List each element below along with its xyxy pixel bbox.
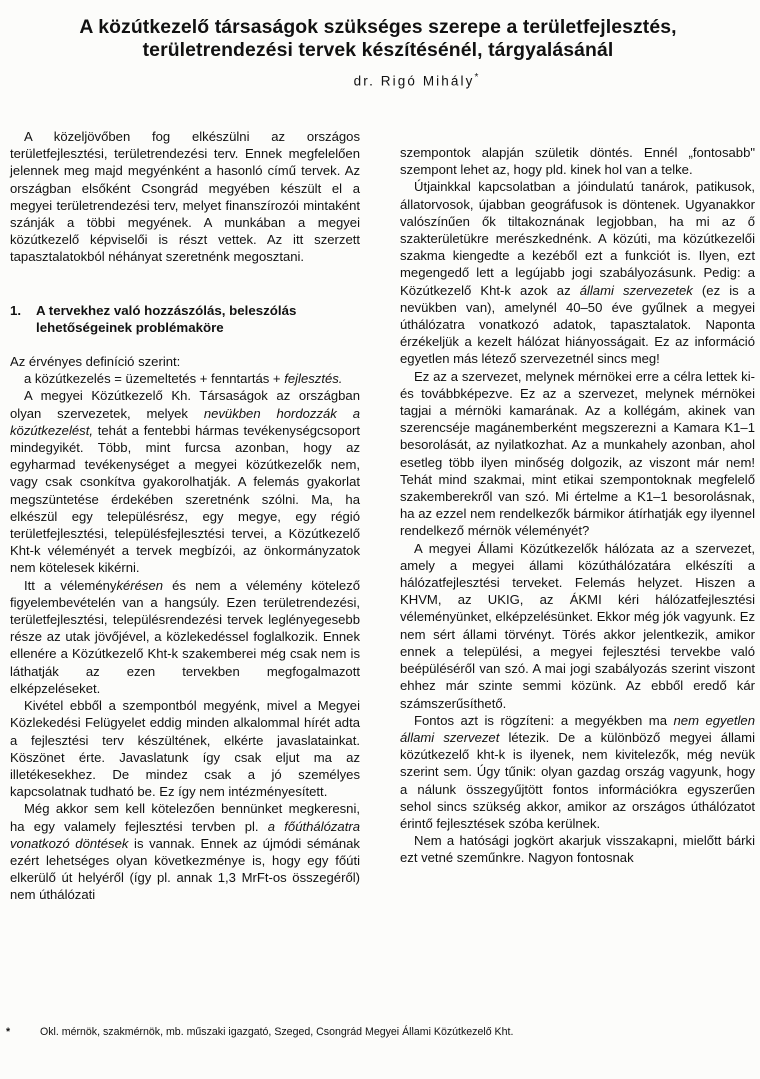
paragraph-text: Fontos azt is rögzíteni: a megyékben ma — [414, 712, 674, 728]
paragraph: Az érvényes definíció szerint: — [10, 354, 181, 370]
paragraph-emphasis: nem egyetlen állami szervezet — [400, 712, 755, 745]
paragraph: szempontok alapján születik döntés. Ennél „fontosabb" szempont lehet az, hogy pld. kinek hol van a telke. — [400, 145, 755, 178]
paragraph-text: tehát a fentebbi hármas tevékenységcsoport mindegyikét. Több, mint furcsa azonban, hogy az egyharmad tevékenységet a megyei közútkezelők nem, vagy csak csonkítva gyakorolhatják. A felemás gyakorlat megszüntetése érdekében szeretnénk szólni. Ma, ha elkészül egy településrész, egy megye, egy régió területfejlesztési, településfejlesztési tervei, a Közútkezelő Kht-k véleményét a tervek megbízói, az önkormányzatok nem kötelesek kikérni. — [10, 422, 360, 576]
paragraph: Nem a hatósági jogkört akarjuk visszakapni, mielőtt bárki ezt vetné szeműnkre. Nagyon fontosnak — [400, 833, 755, 866]
paragraph-emphasis: a főúthálózatra vonatkozó döntések — [10, 818, 360, 851]
footnote-text: Okl. mérnök, szakmérnök, mb. műszaki igazgató, Szeged, Csongrád Megyei Állami Közútkezelő Kht. — [40, 1026, 514, 1038]
definition-emphasis: fejlesztés. — [284, 371, 343, 387]
definition-text: a közútkezelés = üzemeltetés + fenntartás + — [24, 371, 285, 387]
left-column — [10, 128, 360, 904]
paragraph — [400, 712, 755, 832]
footnote — [6, 1025, 746, 1039]
intro-paragraph: A közeljövőben fog elkészülni az országos területfejlesztési, területrendezési terv. Ennek megfelelően jelennek meg majd megyénként a hasonló című tervek. Az országban elsőként Csongrád megyében készült el a megyei területrendezési terv, melyet finanszírozói mintaként szánják a többi megyének. A munkában a megyei közútkezelő képviselői is részt vettek. Az itt szerzett tapasztalatokból néhányat szeretnénk megosztani. — [10, 129, 360, 265]
paragraph: A megyei Állami Közútkezelők hálózata az a szervezet, amely a megyei állami közúthálózatára elkészíti a hálózatfejlesztési terveket. Felemás helyzet. Hiszen a KHVM, az UKIG, az ÁKMI kéri hálózatfejlesztési véleményünket, elképzelésünket. Ekkor még jók vagyunk. Ez nem sért állami törvényt. Törés akkor jelentkezik, amikor ennek a települési, a megyei fejlesztési tervekbe való beépüléséről van szó. A mai jogi szabályozás szerint viszont ehhez már szinte semmi közünk. Az ebből eredő kár számszerűsíthető. — [400, 540, 755, 711]
paragraph — [10, 800, 360, 903]
paragraph: Kivétel ebből a szempontból megyénk, mivel a Megyei Közlekedési Felügyelet eddig minden alkalommal hírét adta a fejlesztési terv készültének, elkérte javaslatainkat. Köszönet érte. Javaslatunk így csak eljut ma az illetékesekhez. De mindez csak a jó személyes kapcsolatnak tudható be. Ez így nem intézményesített. — [10, 698, 360, 800]
paragraph-text: A megyei Közútkezelő Kh. Társaságok az országban olyan szervezetek, melyek — [10, 388, 360, 421]
title-line-1: A közútkezelő társaságok szükséges szerepe a területfejlesztés, — [79, 16, 677, 38]
paragraph-text: és nem a vélemény kötelező figyelembevételén van a hangsúly. Ezen területrendezési, területfejlesztési, településrendezési tervek leglényegesebb része az utak jövőjével, a közlekedéssel foglalkozik. Ennek ellenére a Közútkezelő Kht-k szakemberei még csak nem is láthatják az ezen tervekben megfogalmazott elképzeléseket. — [10, 577, 360, 696]
paragraph — [10, 577, 360, 697]
paragraph — [10, 387, 360, 576]
title-line-2: területrendezési tervek készítésénél, tárgyalásánál — [142, 39, 614, 61]
paragraph-text: is vannak. Ennek az újmódi sémának ezért lehetséges olyan következménye is, hogy egy főúti elkerülő út helyéről (így pl. annak 1,3 MrFt-os összegéről) nem úthálózati — [10, 835, 360, 903]
section-number: 1. — [10, 302, 22, 318]
author-footnote-mark: * — [474, 72, 479, 83]
author-line — [86, 72, 746, 89]
paragraph-emphasis: kérésen — [116, 577, 164, 593]
author-name: dr. Rigó Mihály — [353, 73, 475, 89]
section-heading — [10, 302, 360, 336]
paragraph-text: Útjainkkal kapcsolatban a jóindulatú tanárok, patikusok, állatorvosok, újabban geográfusok is döntenek. Ugyanakkor valószínűen ők tiltakoznának legjobban, ha mi az ő szakterületükre merészkednénk. A közúti, ma közútkezelői szakma kiengedte a kezéből ezt a funkciót is. Ilyen, ezt megengedő lett a legújabb jogi szabályozásunk. Pedig: a Közútkezelő Kht-k azok az — [400, 179, 755, 298]
paragraph-text: létezik. De a különböző megyei állami közútkezelő kht-k is ilyenek, nem kivitelezők, még nevük szerint sem. Úgy tűnik: olyan gazdag ország vagyunk, hogy a nálunk összegyűjtött fontos információkra egyszerűen sehol sincs szükség akkor, amikor az országos úthálózatot érintő fejlesztések szóba kerülnek. — [400, 729, 755, 831]
paragraph-text: Itt a vélemény — [24, 577, 117, 593]
paragraph — [400, 178, 755, 367]
paragraph-text: (ez is a nevükben van), amelynél 40–50 éve gyűlnek a megyei úthálózatra vonatkozó adatok, tapasztalatok. Naponta érzékeljük a kezelt hálózat hiányosságait. Ez az információ egyetlen más létező szervezetnél sincs meg! — [400, 282, 756, 367]
paragraph-emphasis: állami szervezetek — [579, 282, 693, 298]
article-title — [10, 16, 746, 62]
paragraph: Ez az a szervezet, melynek mérnökei erre a célra lettek ki- és továbbképezve. Ez az a szervezet, melynek mérnökei tagjai a mérnöki kamarának. Az a kollégám, akinek van szerencséje magánemberként megszerezni a Kamara K1–1 besorolását, az nyilatkozhat. Az a munkahely azonban, ahol esetleg több ilyen minőség dolgozik, az viszont már nem! Tehát mind szakmai, mint etikai szempontoknak megfelelő szakemberekről van szó. Mi értelme a K1–1 besorolásnak, ha az ezzel nem rendelkezők bármikor átírhatják egy ilyennel rendelkező mérnök véleményét? — [400, 368, 755, 539]
body-columns — [0, 128, 760, 1019]
right-column — [400, 144, 755, 867]
paragraph-text: Még akkor sem kell kötelezően bennünket megkeresni, ha egy valamely fejlesztési tervben pl. — [10, 801, 360, 834]
section-title: A tervekhez való hozzászólás, beleszólás lehetőségeinek problémaköre — [36, 302, 297, 335]
definition-paragraph — [10, 370, 360, 387]
paragraph-emphasis: nevükben hordozzák a közútkezelést, — [10, 405, 360, 438]
footnote-mark: * — [6, 1026, 11, 1038]
